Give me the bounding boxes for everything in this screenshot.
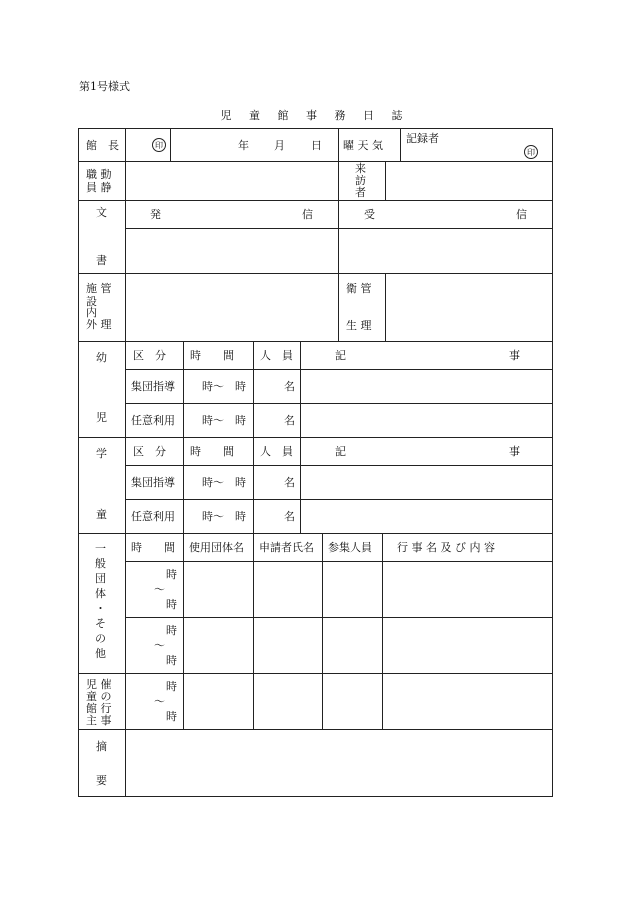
category-cell: 集団指導 [131,476,175,489]
time-cell: ～ [154,583,165,596]
grid-line [125,403,553,404]
time-cell: ～ [154,639,165,652]
sponsored-events-label: 主 事 [86,714,112,727]
time-cell: 時 [166,598,177,611]
column-header: 記 [335,445,346,458]
received-label: 受 [364,208,375,221]
grid-line [125,617,553,618]
grid-line [253,533,254,729]
year-label: 年 [238,139,249,152]
column-header: 人 員 [260,445,293,458]
staff-label-line1: 職 動 [86,168,112,181]
column-header: 記 [335,349,346,362]
count-cell: 名 [284,380,295,393]
general-groups-label: 一 般 団 体 ・ そ の 他 [95,542,106,660]
weekday-weather-label: 曜 天 気 [343,139,383,152]
hygiene-label: 生 理 [346,319,372,332]
grid-line [78,673,553,674]
schoolchildren-label: 学 [96,447,107,460]
grid-line [253,341,254,533]
infants-label: 幼 [96,351,107,364]
grid-line [78,161,553,162]
grid-line [78,533,553,534]
grid-line [78,200,553,201]
time-cell: 時 [166,680,177,693]
column-header: 行 事 名 及 び 内 容 [397,541,495,554]
facility-label: 設 [86,295,97,308]
sponsored-events-label: 児 催 [86,678,112,691]
time-cell: ～ [154,695,165,708]
time-cell: 時 [166,710,177,723]
day-label: 日 [311,139,322,152]
column-header: 人 員 [260,349,293,362]
grid-line [170,128,171,161]
grid-line [382,533,383,729]
summary-label: 摘 [96,740,107,753]
facility-label: 外 理 [86,318,112,331]
schoolchildren-label: 童 [96,508,107,521]
sponsored-events-label: 館 行 [86,702,112,715]
grid-line [183,341,184,533]
received-label: 信 [516,208,527,221]
seal-stamp: 印 [152,138,166,152]
column-header: 事 [509,445,520,458]
staff-label-line2: 員 静 [86,181,112,194]
grid-line [300,341,301,533]
category-cell: 集団指導 [131,380,175,393]
grid-line [552,128,553,797]
sent-label: 信 [302,208,313,221]
grid-line [183,533,184,729]
facility-label: 施 管 [86,282,112,295]
grid-line [385,161,386,200]
grid-line [125,561,553,562]
category-cell: 任意利用 [131,414,175,427]
column-header: 区 分 [133,445,166,458]
recorder-label: 記録者 [406,132,439,145]
column-header: 区 分 [133,349,166,362]
grid-line [78,128,79,797]
grid-line [125,465,553,466]
column-header: 時 間 [190,445,234,458]
summary-label: 要 [96,774,107,787]
sent-label: 発 [150,208,161,221]
time-cell: 時 [166,568,177,581]
hygiene-label: 衛 管 [346,282,372,295]
count-cell: 名 [284,476,295,489]
grid-line [78,796,553,797]
month-label: 月 [274,139,285,152]
time-cell: 時 [166,654,177,667]
category-cell: 任意利用 [131,510,175,523]
documents-label: 文 [96,206,107,219]
documents-label: 書 [96,254,107,267]
column-header: 参集人員 [328,541,372,554]
column-header: 使用団体名 [189,541,244,554]
grid-line [322,533,323,729]
grid-line [338,128,339,341]
time-cell: 時～ 時 [202,380,246,393]
visitor-label: 来 訪 者 [355,162,366,199]
grid-line [78,273,553,274]
sponsored-events-label: 童 の [86,690,112,703]
grid-line [78,729,553,730]
grid-line [125,369,553,370]
time-cell: 時 [166,624,177,637]
page-title: 児 童 館 事 務 日 誌 [220,109,410,122]
seal-stamp: 印 [524,145,538,159]
grid-line [125,499,553,500]
form-number: 第1号様式 [79,80,130,93]
time-cell: 時～ 時 [202,476,246,489]
director-label: 館 長 [86,139,119,152]
grid-line [78,341,553,342]
grid-line [125,228,553,229]
grid-line [78,437,553,438]
count-cell: 名 [284,414,295,427]
time-cell: 時～ 時 [202,414,246,427]
infants-label: 児 [96,411,107,424]
column-header: 時 間 [131,541,175,554]
count-cell: 名 [284,510,295,523]
time-cell: 時～ 時 [202,510,246,523]
grid-line [385,273,386,341]
grid-line [78,128,553,129]
column-header: 事 [509,349,520,362]
grid-line [125,128,126,797]
column-header: 申請者氏名 [259,541,314,554]
column-header: 時 間 [190,349,234,362]
facility-label: 内 [86,306,97,319]
grid-line [400,128,401,161]
